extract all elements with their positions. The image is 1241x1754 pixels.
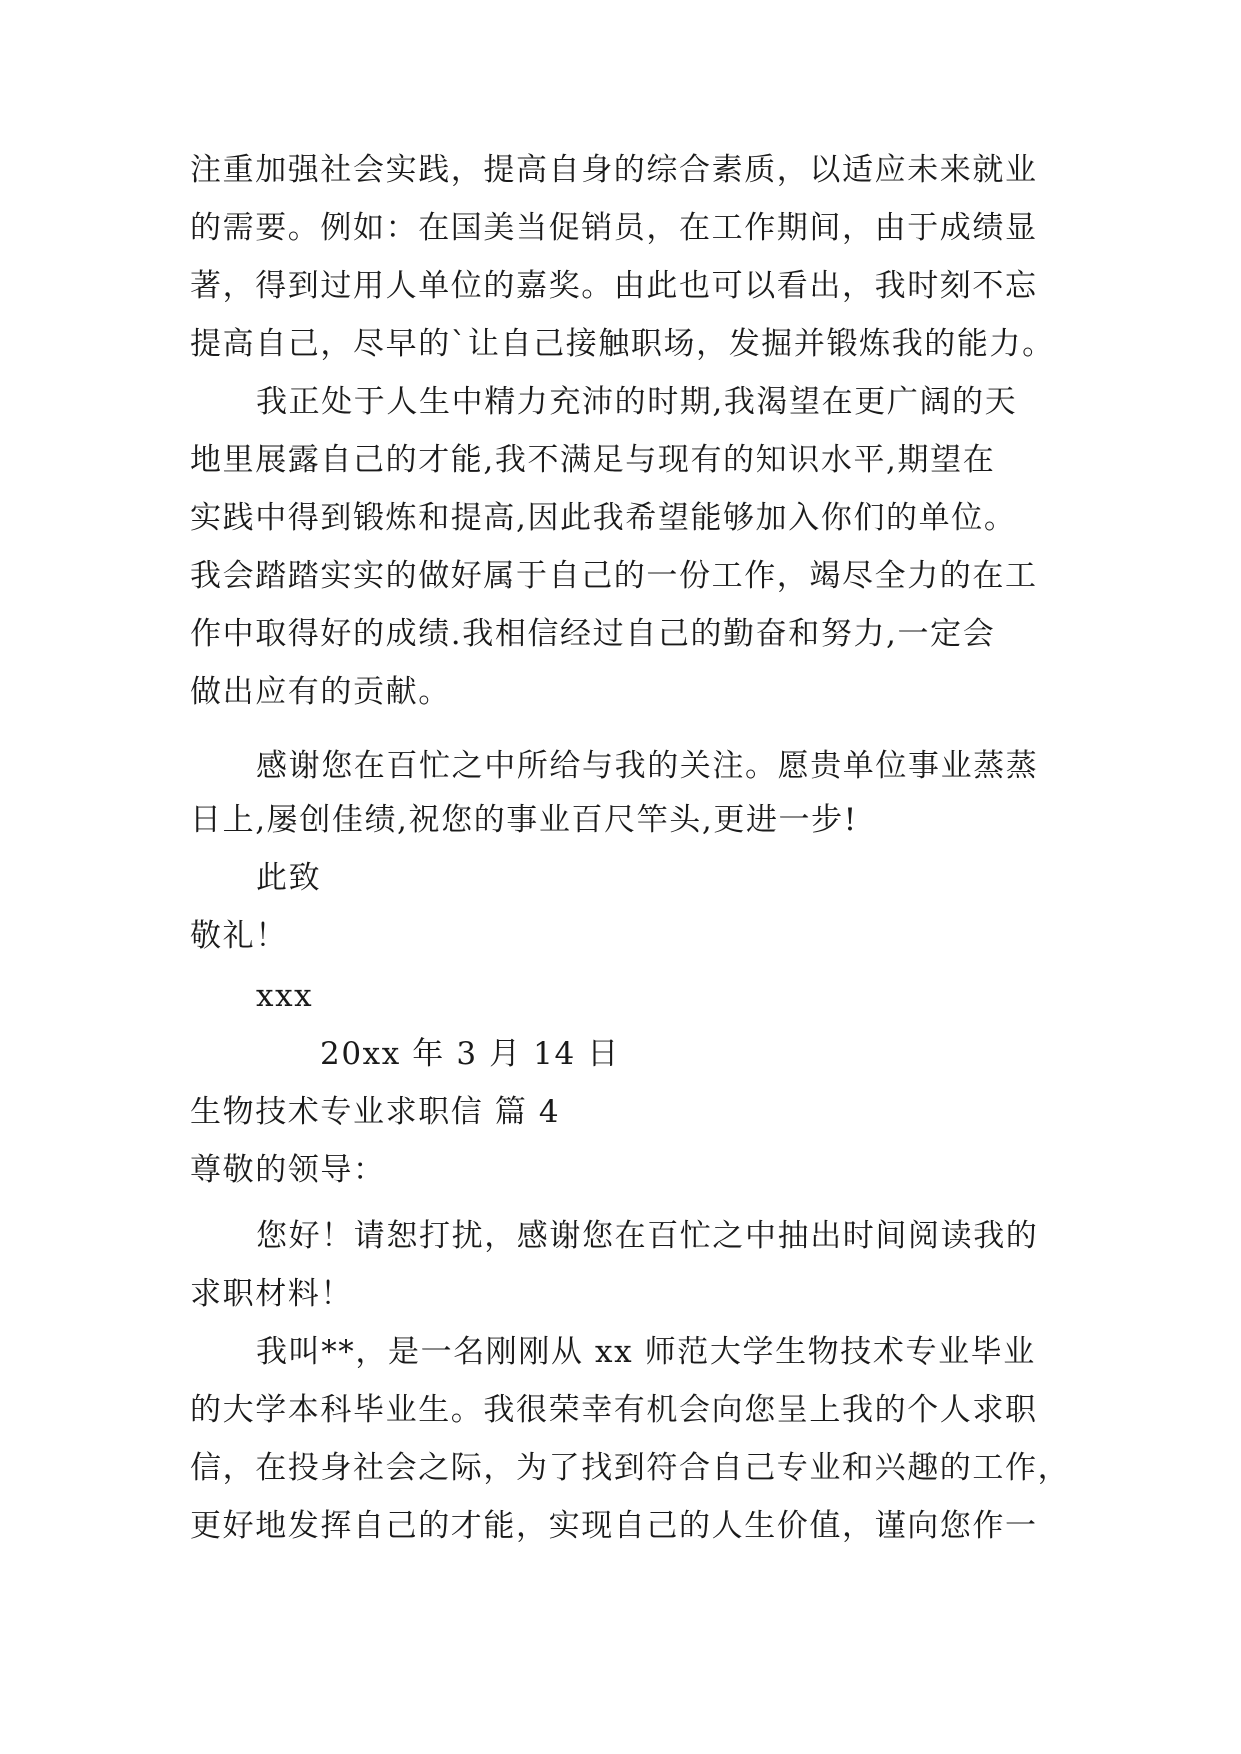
paragraph-line: 地里展露自己的才能,我不满足与现有的知识水平,期望在	[190, 442, 996, 478]
signature-name: xxx	[256, 978, 314, 1014]
paragraph-line: 我叫**，是一名刚刚从 xx 师范大学生物技术专业毕业	[256, 1334, 1036, 1370]
paragraph-line: 感谢您在百忙之中所给与我的关注。愿贵单位事业蒸蒸	[256, 748, 1039, 784]
paragraph-line: 注重加强社会实践，提高自身的综合素质，以适应未来就业	[190, 152, 1038, 188]
greeting: 尊敬的领导：	[190, 1152, 386, 1188]
paragraph-line: 我会踏踏实实的做好属于自己的一份工作，竭尽全力的在工	[190, 558, 1038, 594]
paragraph-line: 信，在投身社会之际，为了找到符合自己专业和兴趣的工作，	[190, 1450, 1071, 1486]
paragraph-line: 求职材料！	[190, 1276, 353, 1312]
closing-phrase: 此致	[256, 860, 322, 896]
paragraph-line: 作中取得好的成绩.我相信经过自己的勤奋和努力,一定会	[190, 616, 996, 652]
paragraph-line: 更好地发挥自己的才能，实现自己的人生价值，谨向您作一	[190, 1508, 1038, 1544]
paragraph-line: 著，得到过用人单位的嘉奖。由此也可以看出，我时刻不忘	[190, 268, 1038, 304]
paragraph-line: 日上,屡创佳绩,祝您的事业百尺竿头,更进一步!	[190, 802, 858, 838]
letter-date: 20xx 年 3 月 14 日	[320, 1036, 620, 1072]
section-title: 生物技术专业求职信 篇 4	[190, 1094, 561, 1130]
paragraph-line: 提高自己，尽早的`让自己接触职场，发掘并锻炼我的能力。	[190, 326, 1055, 362]
paragraph-line: 的需要。例如：在国美当促销员，在工作期间，由于成绩显	[190, 210, 1038, 246]
salutation-closing: 敬礼！	[190, 918, 288, 954]
paragraph-line: 您好！请恕打扰，感谢您在百忙之中抽出时间阅读我的	[256, 1218, 1039, 1254]
paragraph-line: 的大学本科毕业生。我很荣幸有机会向您呈上我的个人求职	[190, 1392, 1038, 1428]
paragraph-line: 做出应有的贡献。	[190, 674, 451, 710]
paragraph-line: 实践中得到锻炼和提高,因此我希望能够加入你们的单位。	[190, 500, 1017, 536]
paragraph-line: 我正处于人生中精力充沛的时期,我渴望在更广阔的天	[256, 384, 1018, 420]
